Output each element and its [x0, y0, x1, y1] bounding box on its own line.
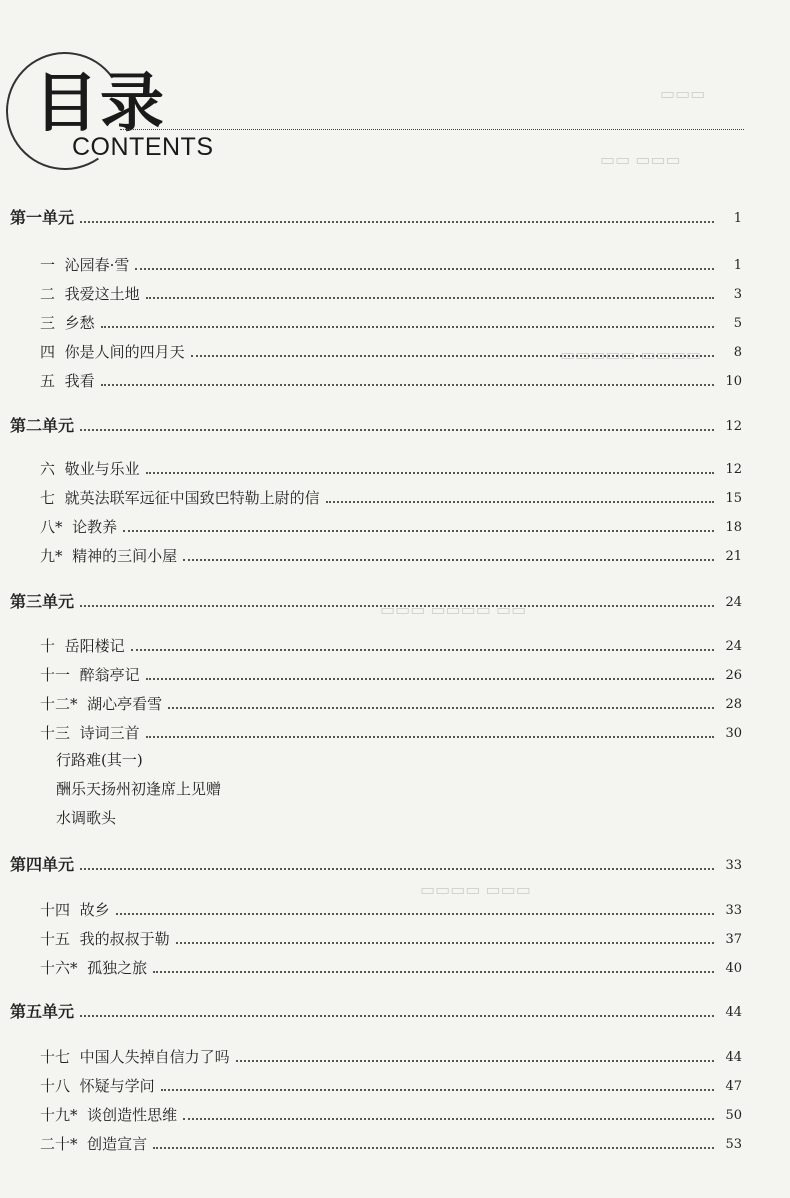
page-number: 21	[725, 549, 742, 564]
lesson-title: 孤独之旅	[87, 959, 148, 977]
dot-leader	[123, 530, 714, 532]
toc-lesson-row[interactable]	[0, 484, 790, 508]
dot-leader	[135, 268, 714, 270]
bleed-through-text: ▭▭ ▭▭▭	[600, 150, 681, 169]
toc-lesson-row[interactable]	[0, 309, 790, 333]
page-number: 26	[725, 668, 742, 683]
lesson-number: 十六*	[40, 959, 78, 977]
lesson-number: 六	[40, 460, 56, 478]
page-number: 15	[725, 491, 742, 506]
page-number: 33	[725, 903, 742, 918]
lesson-title: 敬业与乐业	[64, 460, 140, 478]
lesson-title: 岳阳楼记	[64, 637, 125, 655]
poem-subitem[interactable]: 水调歌头	[56, 809, 117, 827]
poem-subitem[interactable]: 行路难(其一)	[56, 751, 143, 769]
lesson-title: 就英法联军远征中国致巴特勒上尉的信	[64, 489, 320, 507]
toc-lesson-row[interactable]	[0, 367, 790, 391]
page-number: 24	[725, 639, 742, 654]
page-number: 1	[733, 211, 742, 226]
toc-lesson-row[interactable]	[0, 251, 790, 275]
page-number: 33	[725, 858, 742, 873]
lesson-title: 精神的三间小屋	[72, 547, 178, 565]
dot-leader	[168, 707, 714, 709]
bleed-through-text: ▭▭▭ ▭▭▭▭ ▭▭	[380, 600, 527, 619]
toc-unit-row[interactable]	[0, 588, 790, 612]
dot-leader	[116, 913, 714, 915]
page-subtitle: CONTENTS	[72, 133, 214, 161]
lesson-number: 十五	[40, 930, 71, 948]
dot-leader	[183, 1118, 714, 1120]
page-number: 10	[725, 374, 742, 389]
page-number: 24	[725, 595, 742, 610]
lesson-title: 沁园春·雪	[64, 256, 130, 274]
lesson-title: 创造宣言	[87, 1135, 148, 1153]
page-number: 44	[725, 1050, 742, 1065]
page-number: 50	[725, 1108, 742, 1123]
page-number: 40	[725, 961, 742, 976]
dot-leader	[101, 384, 714, 386]
lesson-number: 二	[40, 285, 56, 303]
dot-leader	[80, 221, 714, 223]
toc-lesson-row[interactable]	[0, 632, 790, 656]
toc-unit-row[interactable]	[0, 412, 790, 436]
unit-title: 第三单元	[10, 592, 75, 611]
dot-leader	[161, 1089, 714, 1091]
bleed-through-text: ▭▭▭▭▭ ▭▭▭▭	[560, 345, 702, 364]
dot-leader	[183, 559, 714, 561]
bleed-through-text: ▭▭▭▭ ▭▭▭	[420, 880, 531, 899]
lesson-title: 怀疑与学问	[79, 1077, 155, 1095]
lesson-number: 二十*	[40, 1135, 78, 1153]
toc-lesson-row[interactable]	[0, 280, 790, 304]
lesson-number: 十一	[40, 666, 71, 684]
bleed-through-text: ▭▭▭	[660, 84, 706, 103]
dot-leader	[236, 1060, 714, 1062]
dot-leader	[146, 678, 714, 680]
lesson-number: 十	[40, 637, 56, 655]
lesson-number: 十四	[40, 901, 71, 919]
dot-leader	[191, 355, 714, 357]
toc-lesson-row[interactable]	[0, 896, 790, 920]
page-number: 8	[733, 345, 742, 360]
toc-lesson-row[interactable]	[0, 1101, 790, 1125]
page-number: 5	[733, 316, 742, 331]
lesson-number: 十三	[40, 724, 71, 742]
lesson-number: 八*	[40, 518, 63, 536]
lesson-title: 我看	[64, 372, 95, 390]
dot-leader	[101, 326, 714, 328]
lesson-number: 十七	[40, 1048, 71, 1066]
toc-lesson-row[interactable]	[0, 542, 790, 566]
lesson-number: 五	[40, 372, 56, 390]
unit-title: 第二单元	[10, 416, 75, 435]
lesson-title: 湖心亭看雪	[87, 695, 163, 713]
dot-leader	[146, 736, 714, 738]
toc-unit-row[interactable]	[0, 851, 790, 875]
toc-unit-row[interactable]	[0, 998, 790, 1022]
toc-lesson-row[interactable]	[0, 954, 790, 978]
lesson-number: 四	[40, 343, 56, 361]
toc-lesson-row[interactable]	[0, 925, 790, 949]
page-number: 12	[725, 462, 742, 477]
lesson-number: 三	[40, 314, 56, 332]
page-title: 目录	[34, 67, 166, 141]
page-number: 37	[725, 932, 742, 947]
toc-lesson-row[interactable]	[0, 1072, 790, 1096]
page-number: 28	[725, 697, 742, 712]
dot-leader	[176, 942, 714, 944]
lesson-title: 醉翁亭记	[79, 666, 140, 684]
lesson-number: 一	[40, 256, 56, 274]
lesson-title: 乡愁	[64, 314, 95, 332]
toc-lesson-row[interactable]	[0, 455, 790, 479]
lesson-title: 论教养	[72, 518, 118, 536]
lesson-title: 我爱这土地	[64, 285, 140, 303]
lesson-title: 你是人间的四月天	[64, 343, 185, 361]
dot-leader	[80, 868, 714, 870]
dot-leader	[80, 605, 714, 607]
lesson-number: 七	[40, 489, 56, 507]
toc-lesson-row[interactable]	[0, 513, 790, 537]
dot-leader	[80, 1015, 714, 1017]
toc-lesson-row[interactable]	[0, 1130, 790, 1154]
toc-lesson-row[interactable]	[0, 661, 790, 685]
dot-leader	[153, 971, 714, 973]
page-number: 3	[733, 287, 742, 302]
page-number: 12	[725, 419, 742, 434]
toc-lesson-row[interactable]	[0, 690, 790, 714]
dot-leader	[80, 429, 714, 431]
header-divider	[120, 129, 744, 130]
lesson-title: 我的叔叔于勒	[79, 930, 170, 948]
lesson-number: 十二*	[40, 695, 78, 713]
page-number: 44	[725, 1005, 742, 1020]
page-number: 1	[733, 258, 742, 273]
lesson-title: 中国人失掉自信力了吗	[79, 1048, 230, 1066]
dot-leader	[326, 501, 714, 503]
toc-lesson-row[interactable]	[0, 1043, 790, 1067]
dot-leader	[146, 472, 714, 474]
lesson-number: 九*	[40, 547, 63, 565]
page-number: 18	[725, 520, 742, 535]
lesson-title: 故乡	[79, 901, 110, 919]
toc-lesson-row[interactable]	[0, 338, 790, 362]
dot-leader	[131, 649, 714, 651]
lesson-number: 十八	[40, 1077, 71, 1095]
page-number: 53	[725, 1137, 742, 1152]
unit-title: 第一单元	[10, 208, 75, 227]
unit-title: 第四单元	[10, 855, 75, 874]
poem-subitem[interactable]: 酬乐天扬州初逢席上见赠	[56, 780, 222, 798]
unit-title: 第五单元	[10, 1002, 75, 1021]
toc-lesson-row[interactable]	[0, 719, 790, 743]
lesson-title: 谈创造性思维	[87, 1106, 178, 1124]
lesson-title: 诗词三首	[79, 724, 140, 742]
lesson-number: 十九*	[40, 1106, 78, 1124]
page-number: 47	[725, 1079, 742, 1094]
page-number: 30	[725, 726, 742, 741]
dot-leader	[146, 297, 714, 299]
toc-header	[0, 0, 790, 200]
toc-unit-row[interactable]	[0, 204, 790, 228]
dot-leader	[153, 1147, 714, 1149]
